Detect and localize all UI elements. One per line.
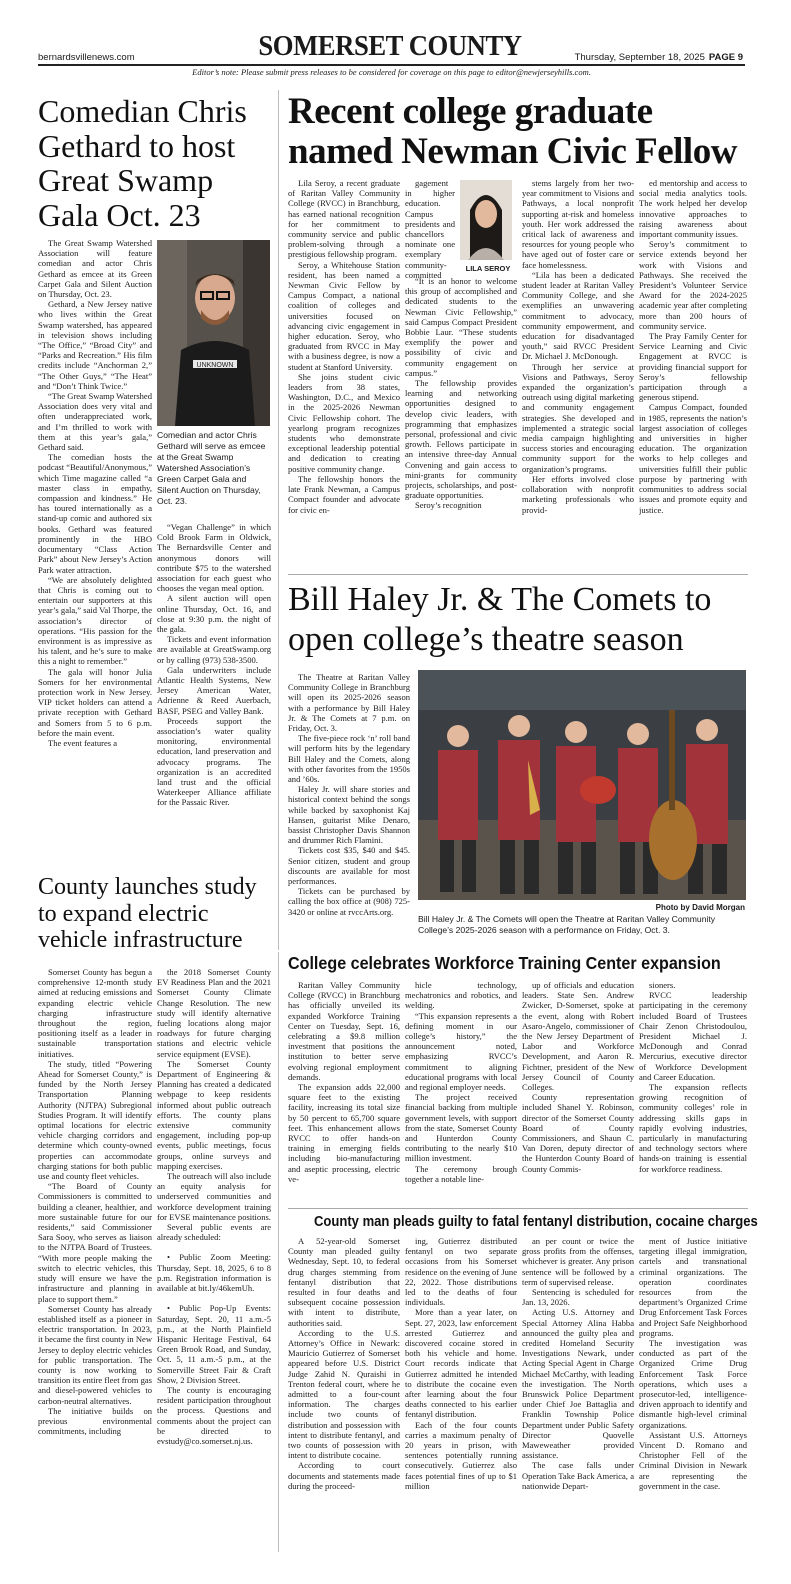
header-rule: [38, 64, 745, 66]
column-divider: [278, 952, 279, 1552]
workforce-col-2: hicle technology, mechatronics and robotics, and welding. “This expansion represents a defining moment in our college’s history,” the announcement noted, emphasizing RVCC’s commitment to aligning educational programs with local and regional employer needs. The project received financial backing from multiple government levels, with support from the state, Somerset County and Hunterdon County contributing to the nearly $10 million investment. The ceremony brough together a notable line-: [405, 980, 517, 1184]
section-rule: [288, 1208, 748, 1209]
seroy-photo: [460, 180, 512, 260]
gethard-col-2: “Vegan Challenge” in which Cold Brook Farm in Oldwick, The Bernardsville Center and anonymous donors will contribute $75 to the watershed association for each guest who chooses the vegan meal option. A silent auction will open online Thursday, Oct. 16, and close at 9:30 p.m. the night of the gala. Tickets and event information are available at GreatSwamp.org or by calling (973) 538-3500. Gala underwriters include Atlantic Health Systems, New Jersey American Water, Adrienne & Reed Auerbach, BASF, PSEG and Valley Bank. Proceeds support the association’s water quality monitoring, environmental education, land preservation and advocacy programs. The organization is an accredited land trust and the official Waterkeeper Alliance affiliate for the Passaic River.: [157, 522, 271, 808]
issue-date: [575, 52, 743, 63]
seroy-photo-art: [460, 180, 512, 260]
ev-headline: County launches study to expand electric vehicle infrastructure: [38, 874, 257, 953]
ev-col-1: Somerset County has begun a comprehensive 12-month study aimed at reducing emissions and expanding electric vehicle charging infrastructure throughout the region, positioning itself as a leader in sustainable transportation initiatives. The study, titled “Powering Ahead for Somerset County,” is funded by the North Jersey Transportation Planning Authority (NJTPA) Subregional Studies Program. It will identify optimal locations for electric vehicle charging corridors and determine which county-owned properties can accommodate charging stations for both public use and county fleet vehicles. “The Board of County Commissioners is committed to building a cleaner, healthier, and more sustainable future for our residents,” said Commissioner Sara Sooy, who serves as liaison to the NJTPA Board of Trustees. “With more people making the switch to electric vehicles, this study will ensure we have the infrastructure and planning in place to support them.” Somerset County has already established itself as a pioneer in electric transportation. In 2023, it became the first county in New Jersey to deploy electric vehicles for public transportation. The county is now working to transition its entire fleet from gas and diesel-powered vehicles to carbon-neutral alternatives. The initiative builds on previous environmental commitments, including: [38, 967, 152, 1437]
gethard-photo-art: [157, 240, 270, 426]
gethard-photo: [157, 240, 270, 426]
newman-col-2: “It is an honor to welcome this group of accomplished and dedicated students to the Newman Civic Fellowship,” said Campus Compact President Bobbie Laur. “These students exemplify the power and possibility of civic and community engagement on campus.” The fellowship provides learning and networking opportunities designed to develop civic leaders, with programming that emphasizes personal, professional and civic growth. Fellows participate in an intensive three-day Annual Convening and gain access to mini-grants for community projects, scholarships, and post-graduate opportunities. Seroy’s recognition: [405, 276, 517, 511]
fentanyl-col-2: ing, Gutierrez distributed fentanyl on two separate occasions from his Somerset residence on the evening of June 22, 2022. Those distributions led to the deaths of four individuals. More than a year later, on Sept. 27, 2023, law enforcement arrested Gutierrez and discovered cocaine stored in both his vehicle and home. Court records indicate that Gutierrez admitted he intended to distribute the cocaine even after learning about the four deaths connected to his earlier fentanyl distribution. Each of the four counts carries a maximum penalty of 20 years in prison, with sentences potentially running consecutively. Gutierrez also faces potential fines of up to $1 million: [405, 1236, 517, 1491]
fentanyl-col-3: an per count or twice the gross profits from the offenses, whichever is greater. Any prison sentence will be followed by a term of supervised release. Sentencing is scheduled for Jan. 13, 2026. Acting U.S. Attorney and Special Attorney Alina Habba announced the guilty plea and credited Homeland Security Investigations Newark, under Acting Special Agent in Charge Michael McCarthy, with leading the investigation. The North Brunswick Police Department under Chief Joe Battaglia and Franklin Township Police Department under Public Safety Director Quovelle Maweweather provided assistance. The case falls under Operation Take Back America, a nationwide Depart-: [522, 1236, 634, 1491]
newman-col-3: stems largely from her two-year commitment to Visions and Pathways, a local nonprofit supporting at-risk and homeless youth. Her work addressed the critical lack of awareness and resources for young people who have aged out of foster care or face homelessness. “Lila has been a dedicated student leader at Raritan Valley Community College, and she exemplifies an unwavering commitment to advocacy, community empowerment, and education for disadvantaged youth,” said RVCC President Dr. Michael J. McDonough. Through her service at Visions and Pathways, Seroy expanded the organization’s outreach using digital marketing and community engagement strategies. She developed and implemented a strategic social media campaign highlighting success stories and encouraging community support for the organization’s programs. Her efforts involved close collaboration with nonprofit marketing professionals who provid-: [522, 178, 634, 515]
date-text: Thursday, September 18, 2025: [574, 52, 705, 63]
gethard-shirt-text: UNKNOWN: [196, 362, 234, 369]
haley-body: The Theatre at Raritan Valley Community College in Branchburg will open its 2025-2026 season with a performance by Bill Haley Jr. & The Comets at 7 p.m. on Friday, Oct. 3. The five-piece rock ‘n’ roll band will perform hits by the legendary Bill Haley and the Comets, along with other favorites from the 1950s and ’60s. Haley Jr. will share stories and historical context behind the songs while backed by saxophonist Kaj Hansen, guitarist Mike Denaro, bassist Christopher Davis Shannon and drummer Rich Flamini. Tickets cost $35, $40 and $45. Senior citizen, student and group discounts are available for most performances. Tickets can be purchased by calling the box office at (908) 725-3420 or online at rvccArts.org.: [288, 672, 410, 917]
workforce-col-1: Raritan Valley Community College (RVCC) in Branchburg has officially unveiled its expanded Workforce Training Center on Tuesday, Sept. 16, celebrating a $9.8 million investment that positions the institution to better serve evolving regional employment demands. The expansion adds 22,000 square feet to the existing facility, increasing its total size by 50 percent to 65,700 square feet. This enhancement allows RVCC to offer hands-on training in emerging fields including bio-manufacturing and aseptic processing, electric ve-: [288, 980, 400, 1184]
newman-headline: Recent college graduate named Newman Civic Fellow: [288, 91, 737, 172]
newman-col-1: Lila Seroy, a recent graduate of Raritan Valley Community College (RVCC) in Branchburg, has earned national recognition for her commitment to community service and public problem-solving through a prestigious fellowship program. Seroy, a Whitehouse Station resident, has been named a Newman Civic Fellow by Campus Compact, a national coalition of colleges and universities focused on advancing civic engagement in higher education. Seroy, who graduated from RVCC in May with a business degree, is now a student at Stanford University. She joins student civic leaders from 38 states, Washington, D.C., and Mexico in the 2025-2026 Newman Civic Fellowship cohort. The yearlong program recognizes students who demonstrate exceptional leadership potential and dedication to creating positive community change. The fellowship honors the late Frank Newman, a Campus Compact founder and advocate for civic en-: [288, 178, 400, 515]
haley-photo-caption: Bill Haley Jr. & The Comets will open the Theatre at Raritan Valley Community College’s 2025-2026 season with a performance on Friday, Oct. 3.: [418, 914, 716, 935]
workforce-col-3: up of officials and education leaders. State Sen. Andrew Zwicker, D-Somerset, spoke at the event, along with Robert Asaro-Angelo, commissioner of the New Jersey Department of Labor and Workforce Development, and Aaron R. Fichtner, president of the New Jersey Council of County Colleges. County representation included Shanel Y. Robinson, director of the Somerset County Board of County Commissioners, and Shaun C. Van Doren, deputy director of the Hunterdon County Board of County Commis-: [522, 980, 634, 1174]
site-url[interactable]: bernardsvillenews.com: [38, 52, 135, 63]
haley-headline: Bill Haley Jr. & The Comets to open college’s theatre season: [288, 581, 712, 658]
page-number: PAGE 9: [708, 52, 743, 63]
fentanyl-col-1: A 52-year-old Somerset County man pleaded guilty Wednesday, Sept. 10, to federal drug charges stemming from fentanyl distribution that resulted in four deaths and subsequent cocaine possession with intent to distribute, authorities said. According to the U.S. Attorney’s Office in Newark: Mauricio Gutierrez of Somerset appeared before U.S. District Judge Zahid N. Quraishi in Trenton federal court, where he admitted to a four-count information. The charges include two counts of distribution and possession with intent to distribute fentanyl, and two counts of possession with intent to distribute cocaine. According to court documents and statements made during the proceed-: [288, 1236, 400, 1491]
editor-note: Editor’s note: Please submit press releases to be considered for coverage on this page to editor@newjerseyhills.com.: [192, 67, 591, 77]
newman-col-2-top: gagement in higher education. Campus presidents and chancellors nominate one exemplary community-committed: [405, 178, 455, 280]
gethard-photo-caption: Comedian and actor Chris Gethard will serve as emcee at the Great Swamp Watershed Association’s Green Carpet Gala and Silent Auction on Thursday, Oct. 23.: [157, 430, 266, 506]
fentanyl-col-4: ment of Justice initiative targeting illegal immigration, cartels and transnational criminal organizations. The operation coordinates resources from the department’s Organized Crime Drug Enforcement Task Forces and Project Safe Neighborhood programs. The investigation was conducted as part of the Organized Crime Drug Enforcement Task Force operations, which uses a prosecutor-led, intelligence-driven approach to identify and dismantle high-level criminal organizations. Assistant U.S. Attorneys Vincent D. Romano and Christopher Fell of the Criminal Division in Newark are representing the government in the case.: [639, 1236, 747, 1491]
haley-photo-credit: Photo by David Morgan: [655, 903, 745, 912]
seroy-photo-caption: LILA SEROY: [465, 264, 511, 273]
gethard-headline: Comedian Chris Gethard to host Great Swamp Gala Oct. 23: [38, 93, 247, 233]
fentanyl-headline: County man pleads guilty to fatal fentanyl distribution, cocaine charges: [314, 1214, 758, 1230]
gethard-col-1: The Great Swamp Watershed Association will feature comedian and actor Chris Gethard as emcee at its Green Carpet Gala and Silent Auction on Thursday, Oct. 23. Gethard, a New Jersey native who lives within the Great Swamp watershed, has appeared in television shows including “The Office,” “Broad City” and “Parks and Recreation.” His film credits include “Anchorman 2,” “The Other Guys,” “The Heat” and “Don’t Think Twice.” “The Great Swamp Watershed Association does very vital and often underappreciated work, and I’m thrilled to work with them at this year’s gala,” Gethard said. The comedian hosts the podcast “Beautiful/Anonymous,” which Time magazine called “a master class in empathy, compassion and kindness.” He has toured internationally as a stand-up comic and authored six books. Gethard was featured prominently in the HBO documentary “Class Action Park” about New Jersey’s Action Park water attraction. “We are absolutely delighted that Chris is coming out to entertain our supporters at this year’s gala,” said Val Thorpe, the association’s director of operations. “His passion for the environment is as impressive as his talent, and he’s sure to make this a night to remember.” The gala will honor Julia Somers for her environmental protection work in New Jersey. VIP ticket holders can attend a private reception with Gethard and Somers from 5 to 6 p.m. before the main event. The event features a: [38, 238, 152, 748]
newman-col-4: ed mentorship and access to social media analytics tools. The work helped her develop innovative approaches to raising awareness about important community issues. Seroy’s commitment to service extends beyond her work with Visions and Pathways. She received the President’s Volunteer Service Award for the 2024-2025 academic year after completing more than 200 hours of community service. The Pray Family Center for Service Learning and Civic Engagement at RVCC is providing financial support for Seroy’s fellowship participation through a generous stipend. Campus Compact, founded in 1985, represents the nation’s largest association of colleges and universities in higher education. The organization works to help colleges and universities fulfill their public purpose by partnering with communities to address social issues and promote equity and justice.: [639, 178, 747, 515]
workforce-col-4: sioners. RVCC leadership participating in the ceremony included Board of Trustees Chair Zenon Christodoulou, President Michael J. McDonough and Conrad Mercurius, executive director of Workforce Development and Career Education. The expansion reflects growing recognition of community colleges’ role in addressing skills gaps in rapidly evolving industries, particularly in manufacturing and technology sectors where hands-on training is essential for workforce readiness.: [639, 980, 747, 1174]
workforce-headline: College celebrates Workforce Training Center expansion: [288, 953, 721, 973]
ev-bullet-zoom: • Public Zoom Meeting: Thursday, Sept. 18, 2025, 6 to 8 p.m. Registration information is available at bit.ly/46kemUh.: [157, 1252, 271, 1294]
haley-band-photo: [418, 670, 746, 900]
column-divider: [278, 90, 279, 950]
section-rule: [288, 574, 748, 575]
ev-bullet-popup: • Public Pop-Up Events: Saturday, Sept. 20, 11 a.m.-5 p.m., at the North Plainfield Hispanic Heritage Festival, 64 Green Brook Road, and Sunday, Oct. 5, 11 a.m.-5 p.m., at the Somerville Street Fair & Craft Show, 2 Division Street.: [157, 1303, 271, 1385]
haley-band-photo-art: [418, 670, 746, 900]
ev-col-2: the 2018 Somerset County EV Readiness Plan and the 2021 Somerset County Climate Change Resolution. The new study will identify alternative fueling locations along major roadways for future charging stations and electric vehicle service equipment (EVSE). The Somerset County Department of Engineering & Planning has created a dedicated webpage to keep residents informed about public outreach efforts. The county plans extensive community engagement, including pop-up events, public meetings, focus groups, online surveys and mapping exercises. The outreach will also include an equity analysis for underserved communities and workforce development training for EVSE maintenance positions. Several public events are already scheduled: • Public Zoom Meeting: Thursday, Sept. 18, 2025, 6 to 8 p.m. Registration information is available at bit.ly/46kemUh. • Public Pop-Up Events: Saturday, Sept. 20, 11 a.m.-5 p.m., at the North Plainfield Hispanic Heritage Festival, 64 Green Brook Road, and Sunday, Oct. 5, 11 a.m.-5 p.m., at the Somerville Street Fair & Craft Show, 2 Division Street. The county is encouraging resident participation throughout the process. Questions and comments about the project can be directed to evstudy@co.somerset.nj.us.: [157, 967, 271, 1446]
section-title: SOMERSET COUNTY: [258, 30, 522, 62]
